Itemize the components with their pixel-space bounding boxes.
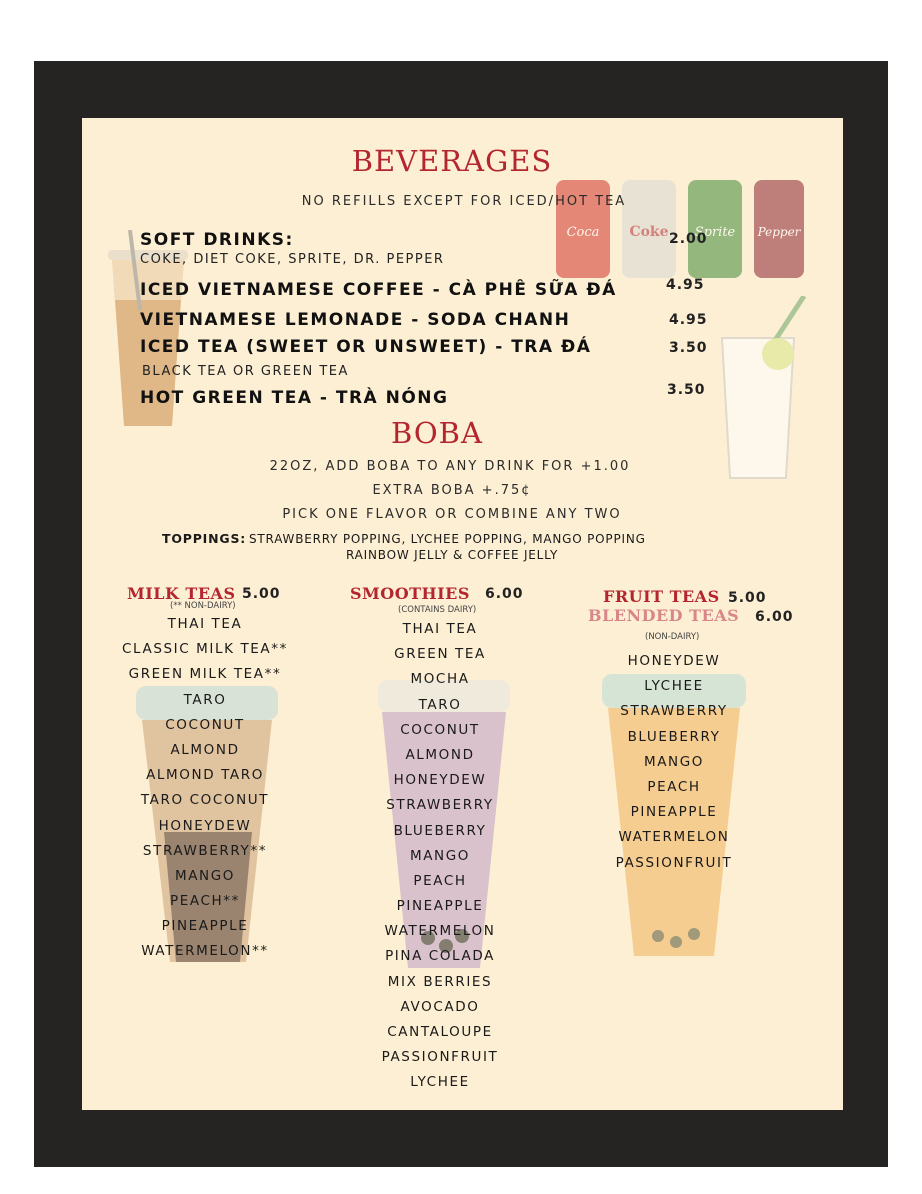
soft-drinks-desc: COKE, DIET COKE, SPRITE, DR. PEPPER	[140, 252, 445, 267]
price-vietnamese-lemonade: 4.95	[669, 312, 708, 328]
flavor-item: THAI TEA	[402, 621, 478, 637]
flavor-item: CANTALOUPE	[387, 1024, 493, 1040]
flavor-item: MIX BERRIES	[387, 973, 493, 990]
smoothies-price: 6.00	[485, 586, 524, 602]
flavor-item: BLUEBERRY	[393, 822, 487, 839]
soft-drinks-label: SOFT DRINKS:	[140, 230, 294, 250]
fruit-teas-price: 5.00	[728, 590, 767, 606]
soft-drinks-price: 2.00	[669, 231, 708, 247]
toppings-line-2: RAINBOW JELLY & COFFEE JELLY	[346, 548, 559, 562]
lemonade-glass-image	[716, 296, 806, 482]
iced-tea-desc: BLACK TEA OR GREEN TEA	[142, 364, 349, 379]
flavor-item: PEACH**	[170, 893, 240, 910]
flavor-item: WATERMELON	[384, 923, 496, 940]
flavor-item: THAI TEA	[167, 616, 243, 632]
milk-teas-price: 5.00	[242, 586, 281, 602]
flavor-item: WATERMELON**	[141, 943, 269, 960]
smoothies-title: SMOOTHIES	[350, 584, 470, 603]
flavor-item: MANGO	[174, 867, 236, 884]
flavor-item: COCONUT	[400, 721, 480, 738]
flavor-item: PEACH	[647, 778, 701, 795]
flavor-item: TARO	[183, 691, 227, 708]
flavor-item: GREEN TEA	[394, 646, 486, 663]
flavor-item: STRAWBERRY	[620, 703, 728, 720]
flavor-item: ALMOND	[170, 741, 240, 758]
boba-title: BOBA	[391, 416, 483, 450]
flavor-item: AVOCADO	[400, 998, 480, 1015]
boba-line-1: 22OZ, ADD BOBA TO ANY DRINK FOR +1.00	[269, 459, 631, 474]
flavor-item: MANGO	[409, 847, 471, 864]
flavor-item: MOCHA	[410, 671, 470, 688]
flavor-item: PINEAPPLE	[630, 804, 718, 821]
flavor-item: TARO	[418, 696, 462, 713]
flavor-item: BLUEBERRY	[627, 728, 721, 745]
milk-teas-list	[82, 612, 328, 965]
blended-teas-price: 6.00	[755, 609, 794, 625]
price-iced-tea: 3.50	[669, 340, 708, 356]
flavor-item: MANGO	[643, 753, 705, 770]
flavor-item: CLASSIC MILK TEA**	[122, 641, 288, 658]
flavor-item: COCONUT	[165, 716, 245, 733]
svg-text:Coca: Coca	[566, 225, 600, 240]
flavor-item: LYCHEE	[410, 1074, 470, 1091]
item-vietnamese-lemonade: VIETNAMESE LEMONADE - SODA CHANH	[140, 310, 571, 330]
flavor-item: PINA COLADA	[385, 948, 495, 965]
flavor-item: ALMOND	[405, 746, 475, 763]
flavor-item: PASSIONFRUIT	[615, 854, 733, 871]
flavor-item: TARO COCONUT	[140, 792, 270, 809]
flavor-item: STRAWBERRY**	[142, 842, 268, 859]
price-iced-vietnamese-coffee: 4.95	[666, 277, 705, 293]
beverages-title: BEVERAGES	[351, 144, 553, 178]
boba-line-2: EXTRA BOBA +.75¢	[372, 483, 532, 498]
svg-text:Coke: Coke	[629, 224, 669, 240]
boba-line-3: PICK ONE FLAVOR OR COMBINE ANY TWO	[282, 507, 622, 522]
beverages-subtitle: NO REFILLS EXCEPT FOR ICED/HOT TEA	[301, 194, 627, 209]
smoothies-list	[340, 617, 540, 1096]
price-hot-green-tea: 3.50	[667, 382, 706, 398]
flavor-item: LYCHEE	[644, 678, 704, 695]
flavor-item: PINEAPPLE	[396, 898, 484, 915]
menu-page	[82, 118, 843, 1110]
flavor-item: WATERMELON	[618, 829, 730, 846]
flavor-item: STRAWBERRY	[386, 797, 494, 814]
smoothies-note: (CONTAINS DAIRY)	[398, 605, 477, 615]
toppings-line-1: STRAWBERRY POPPING, LYCHEE POPPING, MANGO POPPING	[249, 532, 646, 546]
fruit-teas-list	[574, 649, 774, 876]
svg-text:Pepper: Pepper	[757, 225, 801, 239]
blended-teas-title: BLENDED TEAS	[588, 606, 740, 625]
item-iced-vietnamese-coffee: ICED VIETNAMESE COFFEE - CÀ PHÊ SỮA ĐÁ	[140, 280, 617, 300]
toppings-label: TOPPINGS:	[162, 531, 247, 546]
soda-cans-image	[554, 176, 806, 280]
flavor-item: PINEAPPLE	[161, 918, 249, 935]
flavor-item: HONEYDEW	[393, 772, 487, 789]
flavor-item: GREEN MILK TEA**	[128, 666, 282, 683]
svg-text:Sprite: Sprite	[694, 225, 736, 240]
flavor-item: PEACH	[413, 872, 467, 889]
item-hot-green-tea: HOT GREEN TEA - TRÀ NÓNG	[140, 388, 449, 408]
flavor-item: ALMOND TARO	[146, 767, 264, 784]
fruit-teas-note: (NON-DAIRY)	[645, 632, 700, 642]
item-iced-tea: ICED TEA (SWEET OR UNSWEET) - TRA ĐÁ	[140, 337, 592, 357]
milk-teas-note: (** NON-DAIRY)	[170, 601, 236, 611]
flavor-item: HONEYDEW	[158, 817, 252, 834]
milk-teas-title: MILK TEAS	[127, 584, 236, 603]
flavor-item: PASSIONFRUIT	[381, 1049, 499, 1066]
fruit-teas-title: FRUIT TEAS	[603, 587, 720, 606]
flavor-item: HONEYDEW	[627, 653, 721, 669]
